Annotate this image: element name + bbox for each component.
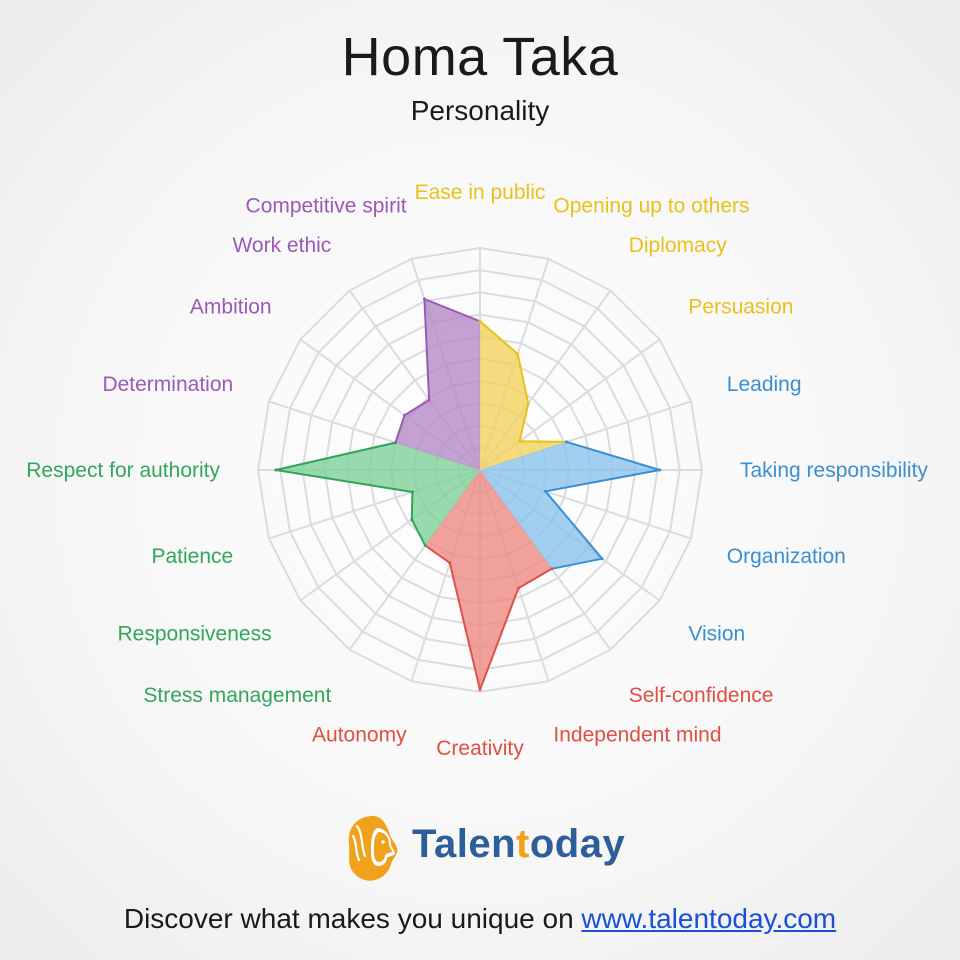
data-point [423,298,426,301]
axis-label: Self-confidence [628,683,774,707]
axis-label: Determination [102,373,234,397]
data-point [601,557,604,560]
brand-name-accent: t [516,822,530,866]
axis-label: Opening up to others [553,194,750,218]
axis-label: Independent mind [553,723,722,747]
lion-icon [343,812,403,884]
axis-label: Autonomy [312,723,407,747]
axis-label: Ambition [189,295,272,319]
data-point [403,414,406,417]
brand-name-part1: Talen [412,822,517,866]
axis-label: Competitive spirit [245,194,407,218]
axis-label: Patience [151,544,234,568]
chart-title: Homa Taka [341,27,619,87]
data-point [479,688,482,691]
axis-label: Stress management [143,683,332,707]
brand-name [412,822,625,867]
axis-label: Organization [726,544,846,568]
data-point [394,441,397,444]
axis-label: Ease in public [414,181,546,204]
data-point [448,561,451,564]
data-point [274,469,277,472]
footer-link[interactable]: www.talentoday.com [581,903,837,934]
axis-label: Taking responsibility [740,459,928,482]
axis-label: Responsiveness [117,622,272,646]
data-point [518,440,521,443]
axis-label: Diplomacy [628,234,727,258]
data-point [428,399,431,402]
axis-label: Leading [726,373,802,397]
data-point [516,352,519,355]
data-point [411,491,414,494]
brand-logo [0,812,960,884]
data-point [527,402,530,405]
axis-label: Vision [688,622,746,646]
data-point [479,320,482,323]
data-point [517,587,520,590]
axis-label: Persuasion [688,295,794,319]
data-point [658,469,661,472]
axis-label: Work ethic [232,234,332,258]
brand-name-part2: oday [529,822,626,866]
footer [0,903,960,935]
data-point [410,518,413,521]
data-point [424,544,427,547]
footer-text: Discover what makes you unique on [123,903,582,934]
series-area-purple [396,299,481,470]
data-point [550,567,553,570]
data-point [565,440,568,443]
data-point [544,490,547,493]
axis-label: Respect for authority [26,459,220,482]
axis-label: Creativity [436,737,524,760]
chart-subtitle: Personality [410,95,550,126]
